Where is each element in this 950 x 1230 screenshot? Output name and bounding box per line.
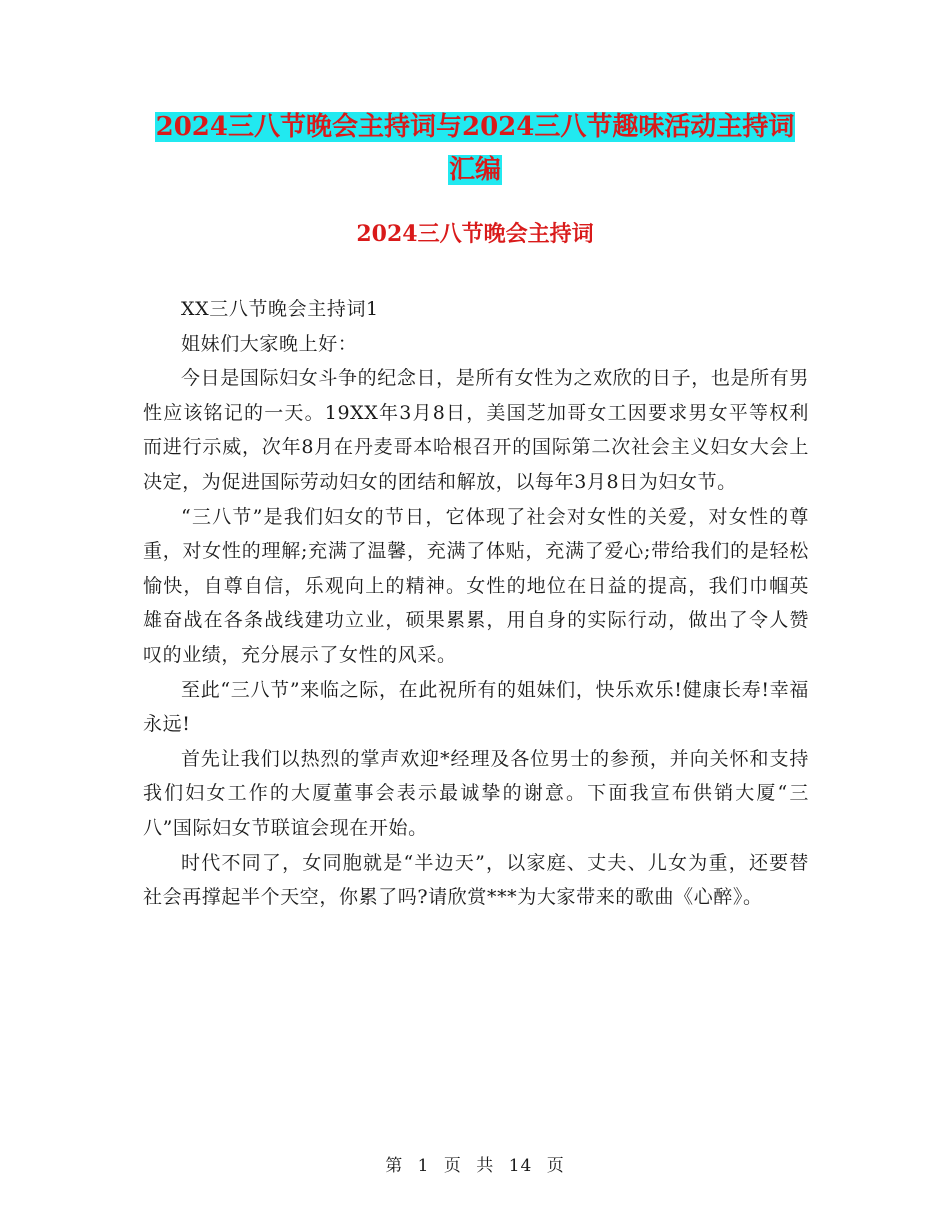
paragraph: 首先让我们以热烈的掌声欢迎*经理及各位男士的参预，并向关怀和支持我们妇女工作的大厦董事会表示最诚挚的谢意。下面我宣布供销大厦“三八”国际妇女节联谊会现在开始。	[143, 747, 809, 839]
section-title: 2024三八节晚会主持词	[356, 221, 594, 247]
page-total: 14	[508, 1156, 533, 1176]
document-body	[143, 292, 809, 915]
document-title-line2: 汇编	[448, 155, 501, 185]
paragraph: “三八节”是我们妇女的节日，它体现了社会对女性的关爱，对女性的尊重，对女性的理解;充满了温馨，充满了体贴，充满了爱心;带给我们的是轻松愉快，自尊自信，乐观向上的精神。女性的地位在日益的提高，我们巾帼英雄奋战在各条战线建功立业，硕果累累，用自身的实际行动，做出了令人赞叹的业绩，充分展示了女性的风采。	[143, 505, 809, 666]
page-footer	[0, 1152, 950, 1180]
document-title	[0, 106, 950, 192]
paragraph: 时代不同了，女同胞就是“半边天”，以家庭、丈夫、儿女为重，还要替社会再撑起半个天空，你累了吗?请欣赏***为大家带来的歌曲《心醉》。	[143, 851, 809, 909]
page-label-mid: 页	[443, 1156, 462, 1176]
page-current: 1	[417, 1156, 430, 1176]
page-total-prefix: 共	[476, 1156, 495, 1176]
paragraph: 今日是国际妇女斗争的纪念日，是所有女性为之欢欣的日子，也是所有男性应该铭记的一天。19XX年3月8日，美国芝加哥女工因要求男女平等权利而进行示威，次年8月在丹麦哥本哈根召开的国际第二次社会主义妇女大会上决定，为促进国际劳动妇女的团结和解放，以每年3月8日为妇女节。	[143, 367, 809, 493]
paragraph: 姐妹们大家晚上好：	[181, 332, 358, 355]
page-label-prefix: 第	[385, 1156, 404, 1176]
document-title-line1: 2024三八节晚会主持词与2024三八节趣味活动主持词	[155, 112, 795, 142]
page-label-suffix: 页	[546, 1156, 565, 1176]
paragraph: XX三八节晚会主持词1	[181, 298, 379, 320]
paragraph: 至此“三八节”来临之际，在此祝所有的姐妹们，快乐欢乐!健康长寿!幸福永远!	[143, 678, 809, 736]
